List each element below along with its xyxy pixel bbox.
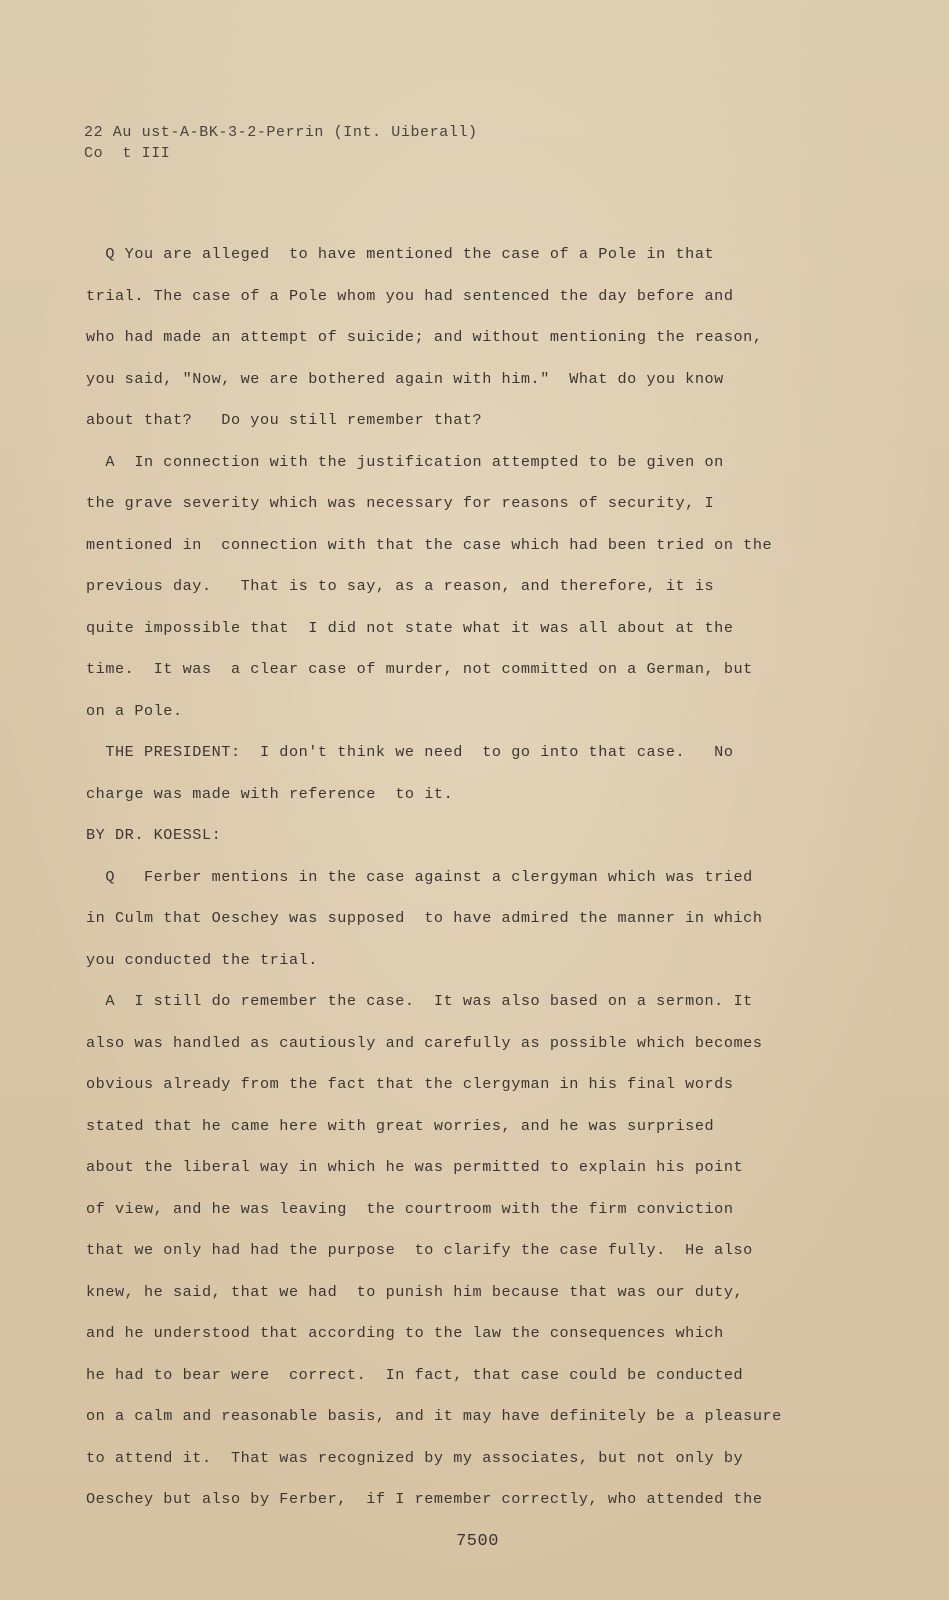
transcript-line: charge was made with reference to it. xyxy=(86,784,454,803)
transcript-line: time. It was a clear case of murder, not committed on a German, but xyxy=(86,660,753,678)
transcript-line: A In connection with the justification attempted to be given on xyxy=(86,452,724,471)
transcript-line: to attend it. That was recognized by my associates, but not only by xyxy=(86,1448,744,1467)
transcript-line: Q You are alleged to have mentioned the case of a Pole in that xyxy=(86,245,715,263)
transcript-line: A I still do remember the case. It was also based on a sermon. It xyxy=(86,992,753,1010)
document-header xyxy=(84,122,478,164)
page-number: 7500 xyxy=(456,1532,499,1551)
transcript-line: about the liberal way in which he was permitted to explain his point xyxy=(86,1158,744,1176)
speaker-heading: BY DR. KOESSL: xyxy=(86,826,222,844)
transcript-line: you conducted the trial. xyxy=(86,950,318,969)
header-count-line: Co t III xyxy=(84,145,171,162)
transcript-line: who had made an attempt of suicide; and without mentioning the reason, xyxy=(86,328,763,346)
transcript-line: about that? Do you still remember that? xyxy=(86,411,483,429)
transcript-line: also was handled as cautiously and carefully as possible which becomes xyxy=(86,1033,763,1052)
transcript-line: in Culm that Oeschey was supposed to have admired the manner in which xyxy=(86,909,763,927)
transcript-line: Oeschey but also by Ferber, if I remember correctly, who attended the xyxy=(86,1490,763,1508)
transcript-line: Q Ferber mentions in the case against a clergyman which was tried xyxy=(86,867,753,886)
transcript-line: stated that he came here with great worries, and he was surprised xyxy=(86,1116,715,1135)
transcript-line: knew, he said, that we had to punish him because that was our duty, xyxy=(86,1282,744,1301)
transcript-line: on a calm and reasonable basis, and it may have definitely be a pleasure xyxy=(86,1407,782,1425)
transcript-body xyxy=(86,242,826,1529)
transcript-line: that we only had had the purpose to clarify the case fully. He also xyxy=(86,1241,753,1259)
transcript-line: and he understood that according to the law the consequences which xyxy=(86,1324,724,1342)
transcript-line: of view, and he was leaving the courtroom with the firm conviction xyxy=(86,1199,734,1218)
transcript-line: trial. The case of a Pole whom you had sentenced the day before and xyxy=(86,286,734,305)
header-session-line: 22 Au ust-A-BK-3-2-Perrin (Int. Uiberall) xyxy=(84,124,478,141)
transcript-line: the grave severity which was necessary for reasons of security, I xyxy=(86,494,715,512)
transcript-line: he had to bear were correct. In fact, that case could be conducted xyxy=(86,1365,744,1384)
transcript-line: previous day. That is to say, as a reason, and therefore, it is xyxy=(86,577,715,595)
transcript-line: THE PRESIDENT: I don't think we need to go into that case. No xyxy=(86,743,734,761)
transcript-line: quite impossible that I did not state what it was all about at the xyxy=(86,618,734,637)
transcript-line: you said, "Now, we are bothered again with him." What do you know xyxy=(86,369,724,388)
transcript-line: mentioned in connection with that the case which had been tried on the xyxy=(86,535,773,554)
transcript-line: obvious already from the fact that the clergyman in his final words xyxy=(86,1075,734,1093)
transcript-line: on a Pole. xyxy=(86,701,183,720)
